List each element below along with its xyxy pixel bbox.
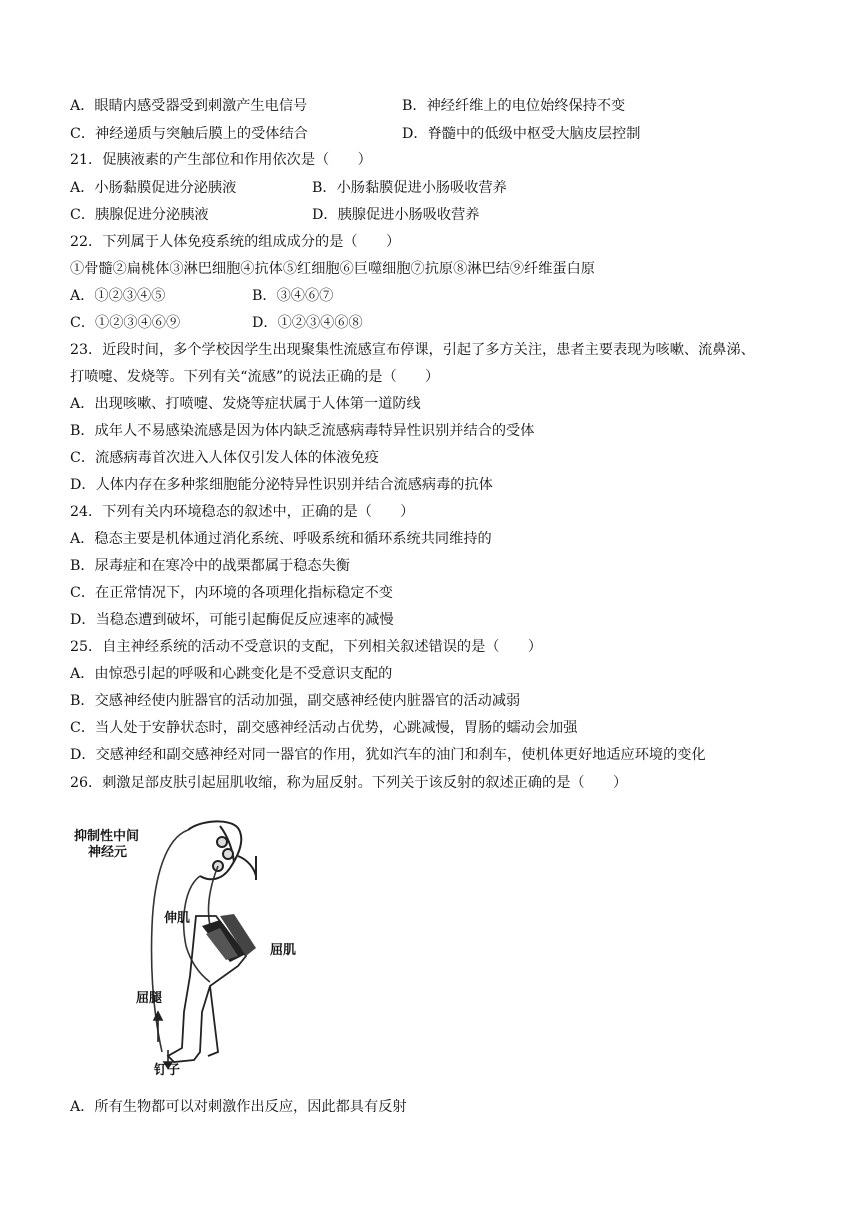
q22-items: ①骨髓②扁桃体③淋巴细胞④抗体⑤红细胞⑥巨噬细胞⑦抗原⑧淋巴结⑨纤维蛋白原 (70, 261, 595, 277)
q25-option-c: C．当人处于安静状态时，副交感神经活动占优势，心跳减慢，胃肠的蠕动会加强 (70, 720, 578, 736)
q22-option-a: A．①②③④⑤ (70, 288, 166, 304)
q22-option-b: B．③④⑥⑦ (252, 288, 334, 304)
q23-option-d: D．人体内存在多种浆细胞能分泌特异性识别并结合流感病毒的抗体 (70, 477, 493, 493)
q25-stem: 25．自主神经系统的活动不受意识的支配，下列相关叙述错误的是（ ） (70, 639, 543, 655)
q26-stem: 26．刺激足部皮肤引起屈肌收缩，称为屈反射。下列关于该反射的叙述正确的是（ ） (70, 775, 628, 791)
q21-option-a: A．小肠黏膜促进分泌胰液 (70, 180, 237, 196)
q24-option-a: A．稳态主要是机体通过消化系统、呼吸系统和循环系统共同维持的 (70, 531, 492, 547)
q22-option-d: D．①②③④⑥⑧ (252, 315, 363, 331)
label-interneuron-line2: 神经元 (88, 845, 128, 860)
q24-stem: 24．下列有关内环境稳态的叙述中，正确的是（ ） (70, 504, 415, 520)
flexor-reflex-diagram (70, 816, 330, 1078)
q21-option-c: C．胰腺促进分泌胰液 (70, 207, 209, 223)
label-extensor: 伸肌 (164, 911, 191, 926)
q25-option-a: A．由惊恐引起的呼吸和心跳变化是不受意识支配的 (70, 666, 393, 682)
q26-option-a: A．所有生物都可以对刺激作出反应，因此都具有反射 (70, 1099, 407, 1115)
q20-option-c: C．神经递质与突触后膜上的受体结合 (70, 126, 308, 142)
q24-option-c: C．在正常情况下，内环境的各项理化指标稳定不变 (70, 585, 393, 601)
q23-stem-line1: 23．近段时间，多个学校因学生出现聚集性流感宣布停课，引起了多方关注，患者主要表现为咳嗽、流鼻涕、 (70, 342, 755, 358)
q20-option-a: A．眼睛内感受器受到刺激产生电信号 (70, 98, 308, 114)
q20-option-b: B．神经纤维上的电位始终保持不变 (402, 98, 626, 114)
label-flexor: 屈肌 (270, 943, 297, 958)
q21-option-b: B．小肠黏膜促进小肠吸收营养 (312, 180, 507, 196)
label-interneuron-line1: 抑制性中间 (74, 829, 140, 844)
q23-option-a: A．出现咳嗽、打喷嚏、发烧等症状属于人体第一道防线 (70, 396, 421, 412)
label-nail: 钉子 (154, 1063, 181, 1078)
q20-option-d: D．脊髓中的低级中枢受大脑皮层控制 (402, 126, 641, 142)
label-bend-leg: 屈腿 (136, 991, 163, 1006)
q23-option-c: C．流感病毒首次进入人体仅引发人体的体液免疫 (70, 450, 379, 466)
q25-option-d: D．交感神经和副交感神经对同一器官的作用，犹如汽车的油门和刹车，使机体更好地适应环境的变化 (70, 747, 706, 763)
q22-stem: 22．下列属于人体免疫系统的组成成分的是（ ） (70, 234, 401, 250)
q22-option-c: C．①②③④⑥⑨ (70, 315, 181, 331)
q21-stem: 21．促胰液素的产生部位和作用依次是（ ） (70, 152, 372, 168)
q23-option-b: B．成年人不易感染流感是因为体内缺乏流感病毒特异性识别并结合的受体 (70, 423, 535, 439)
nail-stimulus-arrow (154, 1012, 172, 1068)
spinal-cord-segment (188, 821, 256, 880)
q24-option-d: D．当稳态遭到破坏，可能引起酶促反应速率的减慢 (70, 612, 394, 628)
q21-option-d: D．胰腺促进小肠吸收营养 (312, 207, 480, 223)
q25-option-b: B．交感神经使内脏器官的活动加强，副交感神经使内脏器官的活动减弱 (70, 693, 521, 709)
q23-stem-line2: 打喷嚏、发烧等。下列有关“流感”的说法正确的是（ ） (70, 369, 440, 385)
q24-option-b: B．尿毒症和在寒冷中的战栗都属于稳态失衡 (70, 558, 350, 574)
